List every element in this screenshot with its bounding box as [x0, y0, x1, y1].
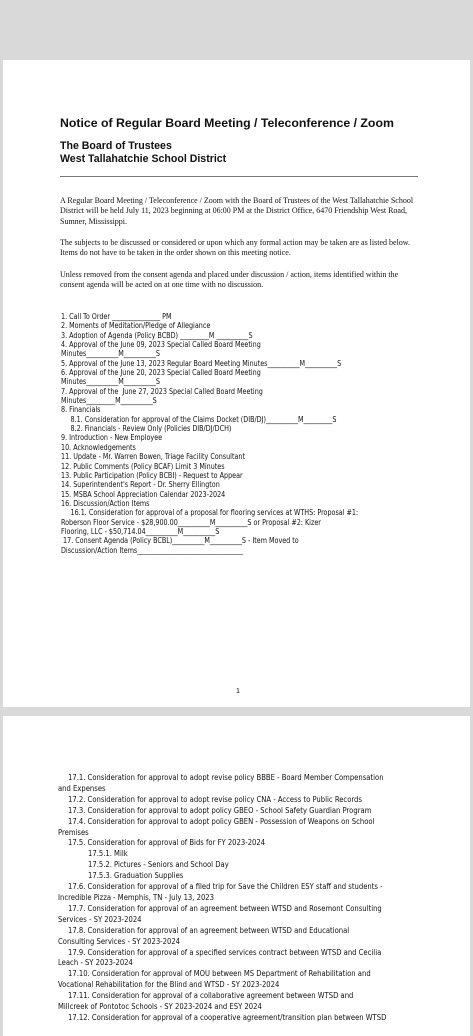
agenda-item: 17.5. Consideration for approval of Bids for FY 2023-2024: [68, 838, 266, 848]
agenda-item: 17.12. Consideration for approval of a cooperative agreement/transition plan between WTSD: [68, 1012, 387, 1022]
agenda-item: 17.6. Consideration for approval of a filed trip for Save the Children ESY staff and students -: [68, 882, 383, 892]
agenda-item: 8. Financials: [61, 405, 101, 415]
board-name: The Board of Trustees: [60, 140, 172, 152]
agenda-item: Leach - SY 2023-2024: [58, 958, 133, 968]
document-page-1: [3, 60, 470, 707]
agenda-item: 12. Public Comments (Policy BCAF) Limit 3 Minutes: [61, 461, 225, 471]
agenda-item: Premises: [58, 827, 89, 837]
agenda-item: 14. Superintendent's Report - Dr. Sherry Ellington: [61, 480, 220, 490]
agenda-item: 10. Acknowledgements: [61, 442, 136, 452]
agenda-item: 17.5.1. Milk: [88, 849, 128, 859]
agenda-item: Millcreek of Pontotoc Schools - SY 2023-2024 and ESY 2024: [58, 1002, 262, 1012]
agenda-item: 11. Update - Mr. Warren Bowen, Triage Facility Consultant: [61, 452, 245, 462]
agenda-item: 7. Approval of the June 27, 2023 Special Called Board Meeting: [61, 386, 263, 396]
agenda-item: 8.2. Financials - Review Only (Policies DIB/DJ/DCH): [70, 424, 232, 434]
agenda-item: 17.10. Consideration for approval of MOU between MS Department of Rehabilitation and: [68, 969, 371, 979]
intro-paragraph-1: A Regular Board Meeting / Teleconference / Zoom with the Board of Trustees of the West Tallahatchie School District will be held July 11, 2023 beginning at 06:00 PM at the District Office, 6470 Friendship West Road, Sumner, Mississippi.: [60, 196, 414, 226]
agenda-item: and Expenses: [58, 783, 106, 793]
agenda-item: 3. Adoption of Agenda (Policy BCBD) _________M __________S: [61, 330, 253, 340]
agenda-item: 17.4. Consideration for approval to adopt policy GBEN - Possession of Weapons on School: [68, 816, 375, 826]
agenda-item: 17.7. Consideration for approval of an agreement between WTSD and Rosemont Consulting: [68, 903, 382, 913]
agenda-item: Services - SY 2023-2024: [58, 914, 142, 924]
agenda-item: 6. Approval of the June 20, 2023 Special Called Board Meeting: [61, 368, 261, 378]
agenda-item: 17.11. Consideration for approval of a collaborative agreement between WTSD and: [68, 991, 354, 1001]
agenda-item: 5. Approval of the June 13, 2023 Regular Board Meeting Minutes__________M__________S: [61, 358, 342, 368]
agenda-item: 17.2. Consideration for approval to adopt revise policy CNA - Access to Public Records: [68, 794, 362, 804]
agenda-list: [61, 312, 395, 555]
district-name: West Tallahatchie School District: [60, 153, 227, 165]
agenda-item: 17.5.2. Pictures - Seniors and School Day: [88, 860, 229, 870]
intro-paragraph-2: The subjects to be discussed or considered or upon which any formal action may be taken are as listed below. Items do not have to be taken in the order shown on this meeting notice.: [60, 238, 411, 258]
agenda-item: Roberson Floor Service - $28,900.00__________M__________S or Proposal #2: Kizer: [61, 517, 321, 527]
document-title: Notice of Regular Board Meeting / Teleconference / Zoom: [60, 116, 394, 130]
agenda-item: Minutes__________M__________S: [61, 349, 160, 359]
agenda-item: 16.1. Consideration for approval of a proposal for flooring services at WTHS: Proposal #1:: [70, 508, 359, 518]
agenda-item: Discussion/Action Items_________________________________: [61, 545, 244, 555]
agenda-item: Consulting Services - SY 2023-2024: [58, 936, 181, 946]
agenda-item: 17.1. Consideration for approval to adopt revise policy BBBE - Board Member Compensation: [68, 773, 384, 782]
agenda-item: 4. Approval of the June 09, 2023 Special Called Board Meeting: [61, 340, 261, 350]
agenda-item: Incredible Pizza - Memphis, TN - July 13, 2023: [58, 892, 214, 902]
agenda-item: 17.9. Consideration for approval of a specified services contract between WTSD and Cecilia: [68, 947, 382, 957]
agenda-item: 17.5.3. Graduation Supplies: [88, 871, 184, 881]
agenda-item: 16. Discussion/Action Items: [61, 498, 150, 508]
agenda-item: Vocational Rehabilitation for the Blind and WTSD - SY 2023-2024: [58, 980, 280, 990]
agenda-item: 2. Moments of Meditation/Pledge of Allegiance: [61, 321, 211, 331]
page-number: 1: [236, 688, 240, 695]
intro-paragraph-3: Unless removed from the consent agenda and placed under discussion / action, items identified within the consent agenda will be acted on at one time with no discussion.: [60, 270, 399, 290]
agenda-item: Minutes__________M__________S: [61, 377, 160, 387]
agenda-item: 17. Consent Agenda (Policy BCBL)__________M__________S - Item Moved to: [61, 536, 299, 546]
agenda-item: 9. Introduction - New Employee: [61, 433, 163, 443]
board-heading: [60, 140, 226, 166]
agenda-item: Flooring, LLC - $50,714.04__________M__________S: [61, 526, 220, 536]
document-page-2: [3, 716, 470, 1036]
divider: [60, 176, 418, 177]
agenda-item: 17.8. Consideration for approval of an agreement between WTSD and Educational: [68, 925, 350, 935]
agenda-item: 8.1. Consideration for approval of the Claims Docket (DIB/DJ)__________M_________S: [70, 414, 337, 424]
agenda-list-continued: [58, 773, 420, 1024]
agenda-item: 17.3. Consideration for approval to adopt policy GBEO - School Safety Guardian Program: [68, 805, 372, 815]
agenda-item: 1. Call To Order _______________ PM: [61, 312, 172, 321]
agenda-item: 13. Public Participation (Policy BCBI) - Request to Appear: [61, 470, 243, 480]
agenda-item: Minutes_________M__________S: [61, 396, 157, 406]
agenda-item: 15. MSBA School Appreciation Calendar 2023-2024: [61, 489, 226, 499]
